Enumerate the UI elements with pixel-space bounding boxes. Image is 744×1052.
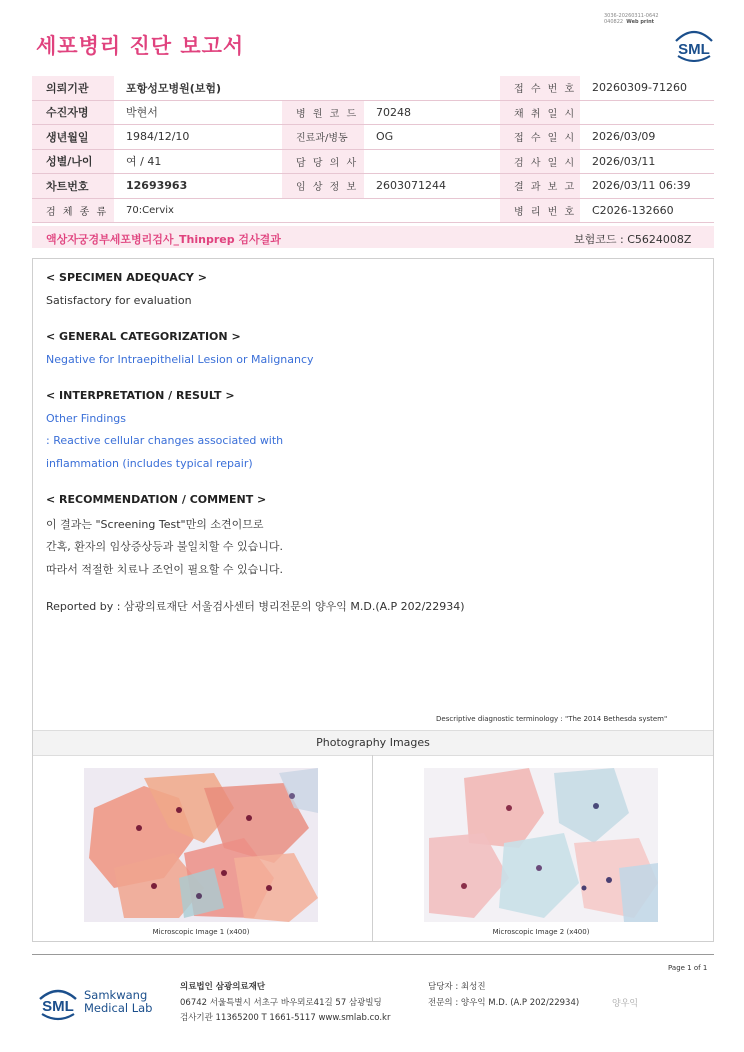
- microscopic-image-1: [84, 768, 318, 922]
- info-value: 포항성모병원(보험): [114, 76, 500, 100]
- footer-logo-text: SML: [42, 998, 74, 1015]
- specimen-adequacy-heading: < SPECIMEN ADEQUACY >: [46, 271, 207, 284]
- interpretation-text: : Reactive cellular changes associated with: [46, 434, 284, 447]
- microscopic-image-2: [424, 768, 658, 922]
- brand-name-line1: Samkwang: [84, 988, 148, 1002]
- info-label: 진료과/병동: [282, 125, 364, 150]
- recommendation-text: 이 결과는 "Screening Test"만의 소견이므로: [46, 518, 264, 531]
- test-name: 액상자궁경부세포병리검사_Thinprep 검사결과: [46, 233, 281, 246]
- svg-text:SML: SML: [678, 41, 710, 58]
- info-label: 차트번호: [32, 174, 114, 199]
- brand-name-line2: Medical Lab: [84, 1001, 153, 1015]
- info-label: 담 당 의 사: [282, 149, 364, 174]
- signature: 양우익: [612, 999, 639, 1009]
- info-value: 2026/03/11 06:39: [580, 174, 714, 199]
- info-value: OG: [364, 125, 500, 150]
- info-row: [32, 76, 714, 100]
- recommendation-heading: < RECOMMENDATION / COMMENT >: [46, 493, 267, 506]
- info-label: 접 수 일 시: [500, 125, 580, 150]
- info-label: 검 체 종 류: [32, 198, 114, 223]
- image-caption-1: Microscopic Image 1 (x400): [152, 928, 250, 936]
- info-value: [580, 100, 714, 125]
- info-row: [32, 100, 714, 125]
- photo-divider: [372, 755, 373, 941]
- info-label: 임 상 정 보: [282, 174, 364, 199]
- footer-specialist: 전문의 : 양우익 M.D. (A.P 202/22934): [428, 998, 580, 1008]
- info-row: [32, 149, 714, 174]
- info-label: 병 원 코 드: [282, 100, 364, 125]
- footer-address: 06742 서울특별시 서초구 바우뫼로41길 57 삼광빌딩: [180, 998, 382, 1008]
- info-value: [364, 149, 500, 174]
- patient-info-table: [32, 76, 714, 223]
- interpretation-text: inflammation (includes typical repair): [46, 457, 253, 470]
- insurance-code: 보험코드 : C5624008Z: [574, 233, 692, 246]
- footer-contact: 검사기관 11365200 T 1661-5117 www.smlab.co.kr: [180, 1013, 391, 1023]
- footer-divider: [32, 954, 714, 955]
- info-value: 70:Cervix: [114, 198, 500, 223]
- info-value: 70248: [364, 100, 500, 125]
- info-value: 12693963: [114, 174, 282, 199]
- page-number: Page 1 of 1: [668, 964, 708, 972]
- info-label: 수진자명: [32, 100, 114, 125]
- page-title: 세포병리 진단 보고서: [36, 34, 245, 58]
- sml-footer-logo-icon: [36, 980, 80, 1024]
- bethesda-note: Descriptive diagnostic terminology : "The 2014 Bethesda system": [436, 715, 668, 723]
- document-code-line1: 3036-20260311-0642: [604, 13, 659, 19]
- photography-title: Photography Images: [316, 736, 430, 749]
- info-row: [32, 198, 714, 223]
- document-code: [604, 13, 659, 25]
- info-value: 1984/12/10: [114, 125, 282, 150]
- info-label: 생년월일: [32, 125, 114, 150]
- info-value: 여 / 41: [114, 149, 282, 174]
- general-categorization-text: Negative for Intraepithelial Lesion or Malignancy: [46, 353, 314, 366]
- info-label: 병 리 번 호: [500, 198, 580, 223]
- info-value: 2026/03/11: [580, 149, 714, 174]
- interpretation-text: Other Findings: [46, 412, 127, 425]
- web-print-label: Web print: [626, 19, 655, 25]
- info-value: 2603071244: [364, 174, 500, 199]
- info-row: [32, 125, 714, 150]
- info-value: 박현서: [114, 100, 282, 125]
- info-value: 2026/03/09: [580, 125, 714, 150]
- info-label: 의뢰기관: [32, 76, 114, 100]
- info-label: 결 과 보 고: [500, 174, 580, 199]
- footer-org: 의료법인 삼광의료재단: [180, 982, 266, 992]
- info-label: 검 사 일 시: [500, 149, 580, 174]
- general-categorization-heading: < GENERAL CATEGORIZATION >: [46, 330, 241, 343]
- info-value: C2026-132660: [580, 198, 714, 223]
- info-label: 채 취 일 시: [500, 100, 580, 125]
- reported-by: Reported by : 삼광의료재단 서울검사센터 병리전문의 양우익 M.D.(A.P 202/22934): [46, 600, 465, 613]
- recommendation-text: 간혹, 환자의 임상증상등과 불일치할 수 있습니다.: [46, 540, 283, 553]
- info-label: 성별/나이: [32, 149, 114, 174]
- specimen-adequacy-text: Satisfactory for evaluation: [46, 294, 192, 307]
- info-value: 20260309-71260: [580, 76, 714, 100]
- footer-manager: 담당자 : 최성진: [428, 982, 486, 992]
- interpretation-heading: < INTERPRETATION / RESULT >: [46, 389, 235, 402]
- info-row: [32, 174, 714, 199]
- document-code-line2: 040822: [604, 19, 624, 25]
- recommendation-text: 따라서 적절한 치료나 조언이 필요할 수 있습니다.: [46, 563, 283, 576]
- image-caption-2: Microscopic Image 2 (x400): [492, 928, 590, 936]
- brand-name: [84, 989, 152, 1015]
- sml-logo-icon: [672, 26, 716, 62]
- info-label: 접 수 번 호: [500, 76, 580, 100]
